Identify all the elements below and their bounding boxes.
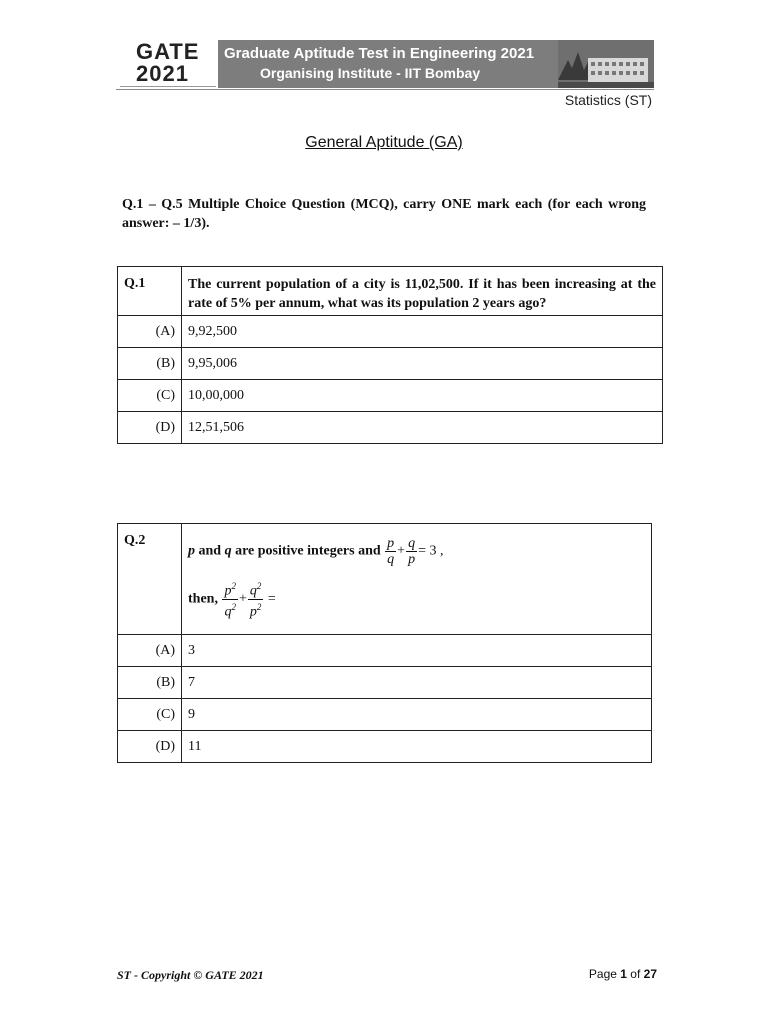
question-2-table (117, 523, 652, 763)
text-then: then, (188, 591, 218, 607)
option-row[interactable] (118, 316, 663, 348)
header-rule (116, 89, 654, 90)
option-row[interactable] (118, 699, 652, 731)
fraction-q-over-p: $\frac{q}{p}$ (408, 536, 416, 567)
paper-code: Statistics (ST) (564, 92, 652, 108)
logo-text-gate: GATE (136, 39, 200, 64)
text-condition: are positive integers and (231, 543, 385, 559)
option-value: 9,95,006 (182, 348, 663, 380)
banner-subtitle: Organising Institute - IIT Bombay (260, 65, 481, 81)
section-instructions: Q.1 – Q.5 Multiple Choice Question (MCQ), carry ONE mark each (for each wrong answer: – 1/3). (122, 197, 646, 231)
logo-text-year: 2021 (136, 61, 189, 86)
footer-copyright: ST - Copyright © GATE 2021 (117, 968, 264, 982)
option-value: 11 (182, 731, 652, 763)
option-label: (D) (118, 412, 182, 444)
question-text: The current population of a city is 11,02,500. If it has been increasing at the rate of 5% per annum, what was its population 2 years ago? (182, 267, 663, 316)
option-row[interactable] (118, 667, 652, 699)
fraction-q2-over-p2: $\frac{q^2}{p^2}$ (249, 581, 262, 620)
gate-logo (120, 40, 216, 90)
footer-page-number: Page 1 of 27 (588, 967, 657, 981)
equation-rhs: = 3 , (418, 543, 444, 559)
section-title: General Aptitude (GA) (305, 134, 463, 151)
text-and: and (195, 543, 225, 559)
question-1-table (117, 266, 663, 444)
campus-building-image (558, 40, 654, 88)
option-label: (B) (118, 667, 182, 699)
plus-sign: + (238, 591, 247, 607)
option-value: 9 (182, 699, 652, 731)
option-value: 7 (182, 667, 652, 699)
option-label: (C) (118, 699, 182, 731)
option-value: 12,51,506 (182, 412, 663, 444)
option-value: 10,00,000 (182, 380, 663, 412)
header-banner (218, 40, 654, 88)
option-label: (C) (118, 380, 182, 412)
option-label: (A) (118, 316, 182, 348)
banner-title: Graduate Aptitude Test in Engineering 2021 (224, 45, 535, 62)
option-row[interactable] (118, 731, 652, 763)
equals-sign: = (267, 591, 276, 607)
question-number: Q.1 (118, 267, 182, 316)
option-row[interactable] (118, 412, 663, 444)
option-row[interactable] (118, 380, 663, 412)
option-row[interactable] (118, 635, 652, 667)
fraction-p-over-q: $\frac{p}{q}$ (387, 536, 395, 567)
var-q: q (224, 543, 232, 559)
option-label: (D) (118, 731, 182, 763)
question-text (182, 524, 652, 635)
option-value: 9,92,500 (182, 316, 663, 348)
question-number: Q.2 (118, 524, 182, 635)
option-label: (B) (118, 348, 182, 380)
logo-underline (120, 86, 216, 87)
option-label: (A) (118, 635, 182, 667)
option-row[interactable] (118, 348, 663, 380)
var-p: p (188, 543, 195, 559)
fraction-p2-over-q2: $\frac{p^2}{q^2}$ (224, 581, 236, 620)
plus-sign: + (397, 543, 406, 559)
option-value: 3 (182, 635, 652, 667)
